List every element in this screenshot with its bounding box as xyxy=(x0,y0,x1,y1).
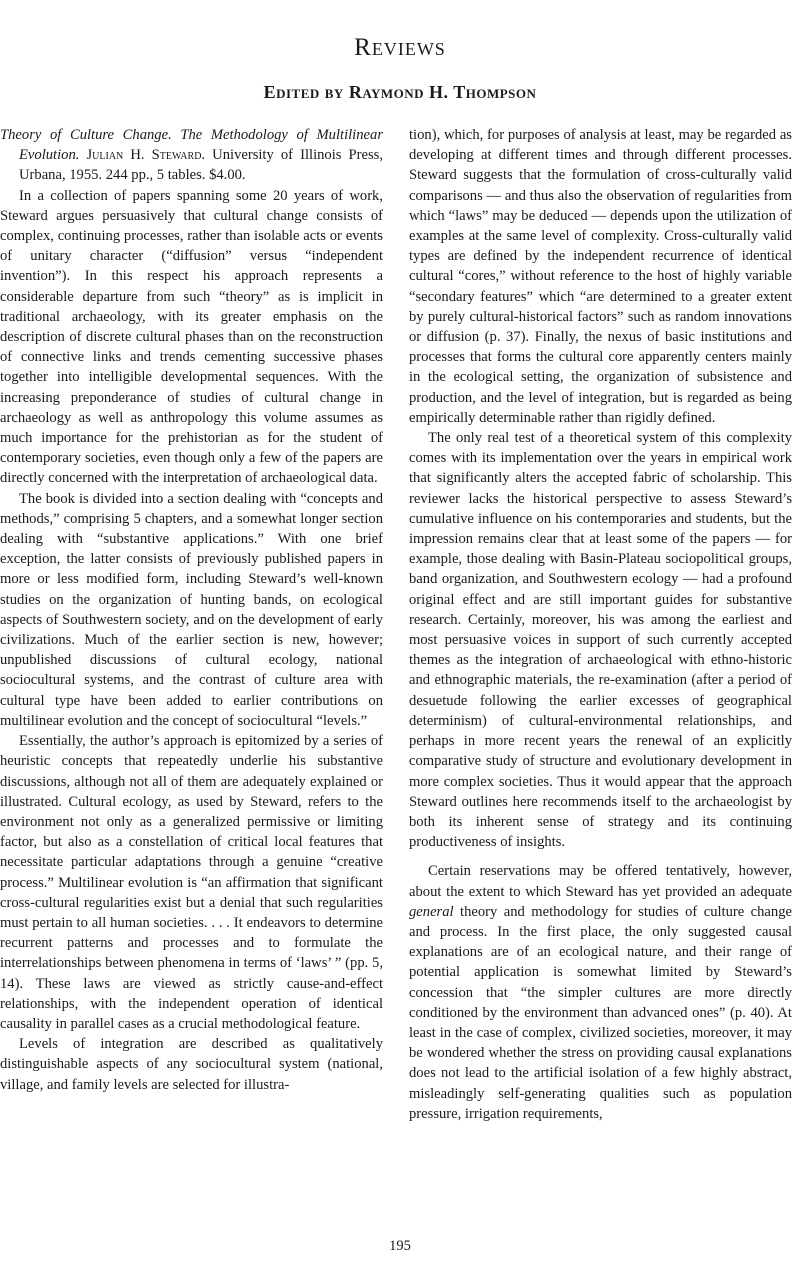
paragraph: Essentially, the author’s approach is epitomized by a series of heuristic concepts that repeatedly underlie his substantive discussions, although not all of them are adequately explained or illustrated. Cultural ecology, as used by Steward, refers to the environment not only as a generalized permissive or limiting factor, but also as a constellation of critical local features that necessitate particular adaptations through a genuine “creative process.” Multilinear evolution is “an affirmation that significant cross-cultural regularities exist but a denial that such regularities must pertain to all human societies. . . . It endeavors to determine recurrent patterns and processes and to formulate the interrelationships between phenomena in terms of ‘laws’ ” (pp. 5, 14). These laws are viewed as strictly cause-and-effect relationships, with the independent operation of identical causality in parallel cases as a crucial methodological feature. xyxy=(0,733,383,1032)
editor-line: Edited by Raymond H. Thompson xyxy=(263,82,537,102)
text-run: Certain reservations may be offered tentatively, however, about the extent to which Steward has yet provided an adequate xyxy=(409,863,792,900)
paragraph: The only real test of a theoretical system of this complexity comes with its implementation over the years in empirical work that significantly alters the accepted fabric of scholarship. This reviewer lacks the historical perspective to assess Steward’s cumulative influence on his contemporaries and students, but the impression remains clear that at least some of the papers — for example, those dealing with Basin-Plateau sociopolitical groups, band organization, and Southwestern ecology — had a profound original effect and are still important guides for substantive research. Certainly, moreover, his was among the earliest and most persuasive voices in support of such currently accepted themes as the integration of archaeological with ethno-historic and ethnographic materials, the re-examination (after a period of desuetude following the earlier excesses of geographical determinism) of cultural-environmental relationships, and perhaps in more recent years the renewal of an explicitly comparative study of structure and evolutionary development in more complex societies. Thus it would appear that the approach Steward outlines here recommends itself to the archaeologist by both its inherent sense of strategy and its continuing productiveness of insights. xyxy=(409,430,792,851)
left-column xyxy=(0,125,383,1095)
paragraph: Levels of integration are described as qualitatively distinguishable aspects of any sociocultural system (national, village, and family levels are selected for illustra- xyxy=(0,1036,383,1093)
text-run: theory and methodology for studies of culture change and process. In the first place, the only suggested causal explanations are of an ecological nature, and their range of potential application is somewhat limited by Steward’s concession that “the simpler cultures are more directly conditioned by the environment than advanced ones” (p. 40). At least in the case of complex, civilized societies, moreover, it may be wondered whether the stress on providing causal explanations does not lead to the artificial isolation of a few highly abstract, misleadingly self-generating qualities such as population pressure, irrigation requirements, xyxy=(409,903,792,1122)
paragraph: The book is divided into a section dealing with “concepts and methods,” comprising 5 chapters, and a somewhat longer section dealing with “substantive applications.” With one brief exception, the latter consists of previously published papers in more or less modified form, including Steward’s well-known studies on the organization of hunting bands, on ecological aspects of Southwestern society, and on the development of early civilizations. Much of the earlier section is new, however; unpublished discussions of cultural ecology, national sociocultural systems, and the contrast of culture area with cultural type have been added to earlier contributions on multilinear evolution and the concept of sociocultural “levels.” xyxy=(0,490,383,729)
paragraph: tion), which, for purposes of analysis at least, may be regarded as developing at different times and through different processes. Steward suggests that the formulation of cross-culturally valid comparisons — and thus also the observation of regularities from which “laws” may be deduced — depends upon the utilization of examples at the same level of complexity. Cross-culturally valid types are defined by the independent recurrence of identical cultural “cores,” without reference to the host of highly variable “secondary features” which “are determined to a greater extent by purely cultural-historical factors” such as random innovations or diffusion (p. 37). Finally, the nexus of basic institutions and processes that forms the cultural core apparently centers mainly in the ecological setting, the organization of subsistence and production, and the level of integration, but is regarded as being empirically determinable rather than rigidly defined. xyxy=(409,127,792,426)
book-title: Theory of Culture Change. The Methodology of Multilinear Evolution. xyxy=(0,127,383,164)
paragraph xyxy=(409,861,792,1124)
paragraph: In a collection of papers spanning some 20 years of work, Steward argues persuasively that cultural change consists of complex, continuing processes, rather than isolable acts or events of unitary character (“diffusion” versus “independent invention”). In this respect his approach represents a considerable departure from such “theory” as is implicit in traditional archaeology, with its greater emphasis on the description of discrete cultural phases than on the reconstruction of connective links and trends cementing successive phases together into intelligible developmental sequences. With the increasing preponderance of studies of cultural change in archaeology as well as anthropology this volume assumes as much importance for the prehistorian as for the student of contemporary societies, even though only a few of the papers are directly concerned with the interpretation of archaeological data. xyxy=(0,187,383,487)
section-heading: Reviews xyxy=(354,34,446,61)
book-publisher: University of Illinois Press, Urbana, 1955. 244 pp., 5 tables. $4.00. xyxy=(19,147,384,184)
emphasized-word: general xyxy=(409,903,454,920)
page-number: 195 xyxy=(389,1238,411,1254)
book-citation xyxy=(0,125,383,186)
book-author: Julian H. Steward. xyxy=(86,147,206,164)
right-column xyxy=(409,125,792,1124)
